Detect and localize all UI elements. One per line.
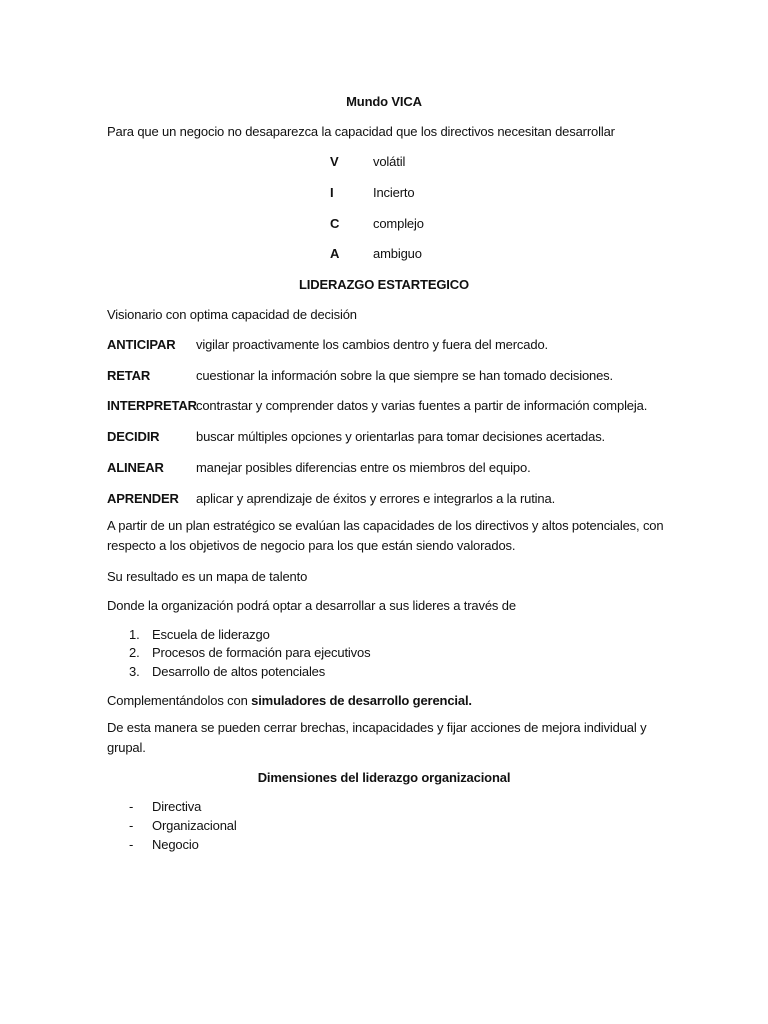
list-item: Desarrollo de altos potenciales <box>152 664 326 679</box>
skill-description: aplicar y aprendizaje de éxitos y errores e integrarlos a la rutina. <box>196 491 556 506</box>
dimensions-heading: Dimensiones del liderazgo organizacional <box>257 770 511 785</box>
skill-description: vigilar proactivamente los cambios dentro y fuera del mercado. <box>196 337 548 352</box>
list-number: 2. <box>129 645 140 660</box>
vica-letter: C <box>330 216 340 231</box>
skill-term: ALINEAR <box>107 460 164 475</box>
dash-bullet: - <box>129 799 134 814</box>
vica-word: volátil <box>373 154 406 169</box>
gaps-paragraph: De esta manera se pueden cerrar brechas, incapacidades y fijar acciones de mejora individual y grupal. <box>107 720 647 755</box>
result-text: Su resultado es un mapa de talento <box>107 569 308 584</box>
complement-emphasis: simuladores de desarrollo gerencial. <box>251 693 472 708</box>
organization-text: Donde la organización podrá optar a desarrollar a sus lideres a través de <box>107 598 516 613</box>
intro-text: Para que un negocio no desaparezca la capacidad que los directivos necesitan desarrollar <box>107 124 615 139</box>
dimension-item: Negocio <box>152 837 199 852</box>
strategic-plan-paragraph: A partir de un plan estratégico se evalúan las capacidades de los directivos y altos potenciales, con respecto a los objetivos de negocio para los que están siendo valorados. <box>107 518 664 553</box>
skill-description: manejar posibles diferencias entre os miembros del equipo. <box>196 460 531 475</box>
list-number: 1. <box>129 627 140 642</box>
dimension-item: Organizacional <box>152 818 237 833</box>
dash-bullet: - <box>129 818 134 833</box>
skill-description: buscar múltiples opciones y orientarlas para tomar decisiones acertadas. <box>196 429 606 444</box>
skill-description: cuestionar la información sobre la que siempre se han tomado decisiones. <box>196 368 613 383</box>
visionary-text: Visionario con optima capacidad de decisión <box>107 307 357 322</box>
vica-letter: V <box>330 154 339 169</box>
page-title: Mundo VICA <box>346 94 422 109</box>
skill-term: INTERPRETAR <box>107 398 197 413</box>
skill-term: RETAR <box>107 368 151 383</box>
list-item: Procesos de formación para ejecutivos <box>152 645 371 660</box>
skill-description: contrastar y comprender datos y varias fuentes a partir de información compleja. <box>196 398 648 413</box>
list-item: Escuela de liderazgo <box>152 627 270 642</box>
list-number: 3. <box>129 664 140 679</box>
dimension-item: Directiva <box>152 799 202 814</box>
skill-term: ANTICIPAR <box>107 337 176 352</box>
vica-letter: I <box>330 185 334 200</box>
section-heading: LIDERAZGO ESTARTEGICO <box>299 277 469 292</box>
dash-bullet: - <box>129 837 134 852</box>
vica-word: complejo <box>373 216 424 231</box>
skill-term: APRENDER <box>107 491 179 506</box>
complement-prefix: Complementándolos con <box>107 693 252 708</box>
vica-word: Incierto <box>373 185 415 200</box>
vica-letter: A <box>330 246 340 261</box>
skill-term: DECIDIR <box>107 429 160 444</box>
complement-text <box>107 692 472 709</box>
vica-word: ambiguo <box>373 246 422 261</box>
